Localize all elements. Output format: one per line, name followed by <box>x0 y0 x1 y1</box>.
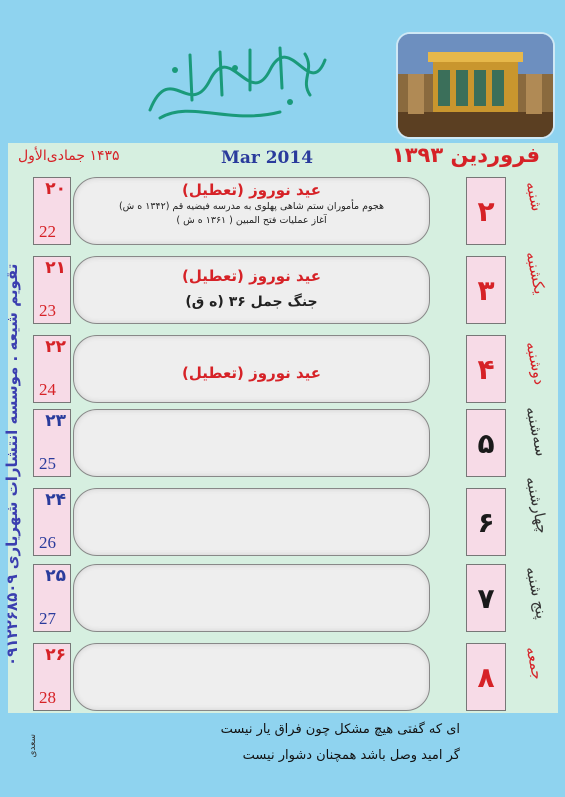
day-row <box>33 335 495 405</box>
event-text: عید نوروز (تعطیل) <box>181 267 322 285</box>
event-text: عید نوروز (تعطیل) <box>181 364 322 382</box>
day-number: ۷ <box>466 564 506 632</box>
event-text: عید نوروز (تعطیل) <box>181 181 322 199</box>
day-row <box>33 643 495 713</box>
day-number: ۳ <box>466 256 506 324</box>
day-row <box>33 488 495 558</box>
publisher-vertical-text: تقویم شیعه . موسسه انتشارات شهریاری ۰۹۱۲۲۶۸۵۰۹ <box>3 263 21 667</box>
events-cell <box>73 409 430 477</box>
weekday-label: یکشنبه <box>522 250 549 296</box>
gregorian-day: 23 <box>39 301 56 320</box>
events-cell <box>73 177 430 245</box>
event-text: جنگ جمل ۳۶ (ه ق) <box>185 294 318 310</box>
weekday-label: سه‌شنبه <box>522 405 551 458</box>
shrine-image <box>398 34 553 137</box>
calligraphy-logo <box>130 40 340 130</box>
date-cell <box>33 488 71 556</box>
date-cell <box>33 643 71 711</box>
hijri-day: ۲۳ <box>45 411 66 431</box>
hijri-day: ۲۲ <box>45 337 66 357</box>
event-text: هجوم مأموران ستم شاهی پهلوی به مدرسه فیضیه قم (۱۳۴۲ ه ش) <box>118 201 385 212</box>
hijri-day: ۲۰ <box>45 179 66 199</box>
weekday-label: پنج شنبه <box>522 565 551 621</box>
day-row <box>33 564 495 634</box>
gregorian-day: 28 <box>39 688 56 707</box>
day-row <box>33 177 495 247</box>
poet-name: سعدی <box>28 734 38 758</box>
weekday-label: شنبه <box>522 180 547 213</box>
day-row <box>33 256 495 326</box>
poem-line-2: گر امید وصل باشد همچنان دشوار نیست <box>242 748 460 763</box>
day-number: ۶ <box>466 488 506 556</box>
gregorian-day: 22 <box>39 222 56 241</box>
month-title-persian: فروردین ۱۳۹۳ <box>391 143 540 167</box>
date-cell <box>33 335 71 403</box>
day-row <box>33 409 495 479</box>
date-cell <box>33 564 71 632</box>
gregorian-day: 24 <box>39 380 56 399</box>
event-text: آغاز عملیات فتح المبین ( ۱۳۶۱ ه ش ) <box>176 215 327 226</box>
events-cell <box>73 256 430 324</box>
weekday-label: دوشنبه <box>522 340 550 387</box>
weekday-label: چهارشنبه <box>522 475 552 536</box>
hijri-day: ۲۴ <box>45 490 66 510</box>
weekday-label: جمعه <box>522 645 547 682</box>
poem-line-1: ای که گفتی هیچ مشکل چون فراق یار نیست <box>220 722 460 737</box>
gregorian-day: 26 <box>39 533 56 552</box>
gregorian-day: 27 <box>39 609 56 628</box>
hijri-day: ۲۶ <box>45 645 66 665</box>
title-band <box>8 143 558 173</box>
date-cell <box>33 409 71 477</box>
month-title-hijri: ۱۴۳۵ جمادی‌الأول <box>18 148 120 164</box>
hijri-day: ۲۱ <box>45 258 66 278</box>
hijri-day: ۲۵ <box>45 566 66 586</box>
day-number: ۵ <box>466 409 506 477</box>
events-cell <box>73 488 430 556</box>
month-title-gregorian: Mar 2014 <box>221 148 314 168</box>
day-number: ۴ <box>466 335 506 403</box>
date-cell <box>33 177 71 245</box>
gregorian-day: 25 <box>39 454 56 473</box>
events-cell <box>73 335 430 403</box>
date-cell <box>33 256 71 324</box>
events-cell <box>73 643 430 711</box>
day-number: ۸ <box>466 643 506 711</box>
events-cell <box>73 564 430 632</box>
day-number: ۲ <box>466 177 506 245</box>
